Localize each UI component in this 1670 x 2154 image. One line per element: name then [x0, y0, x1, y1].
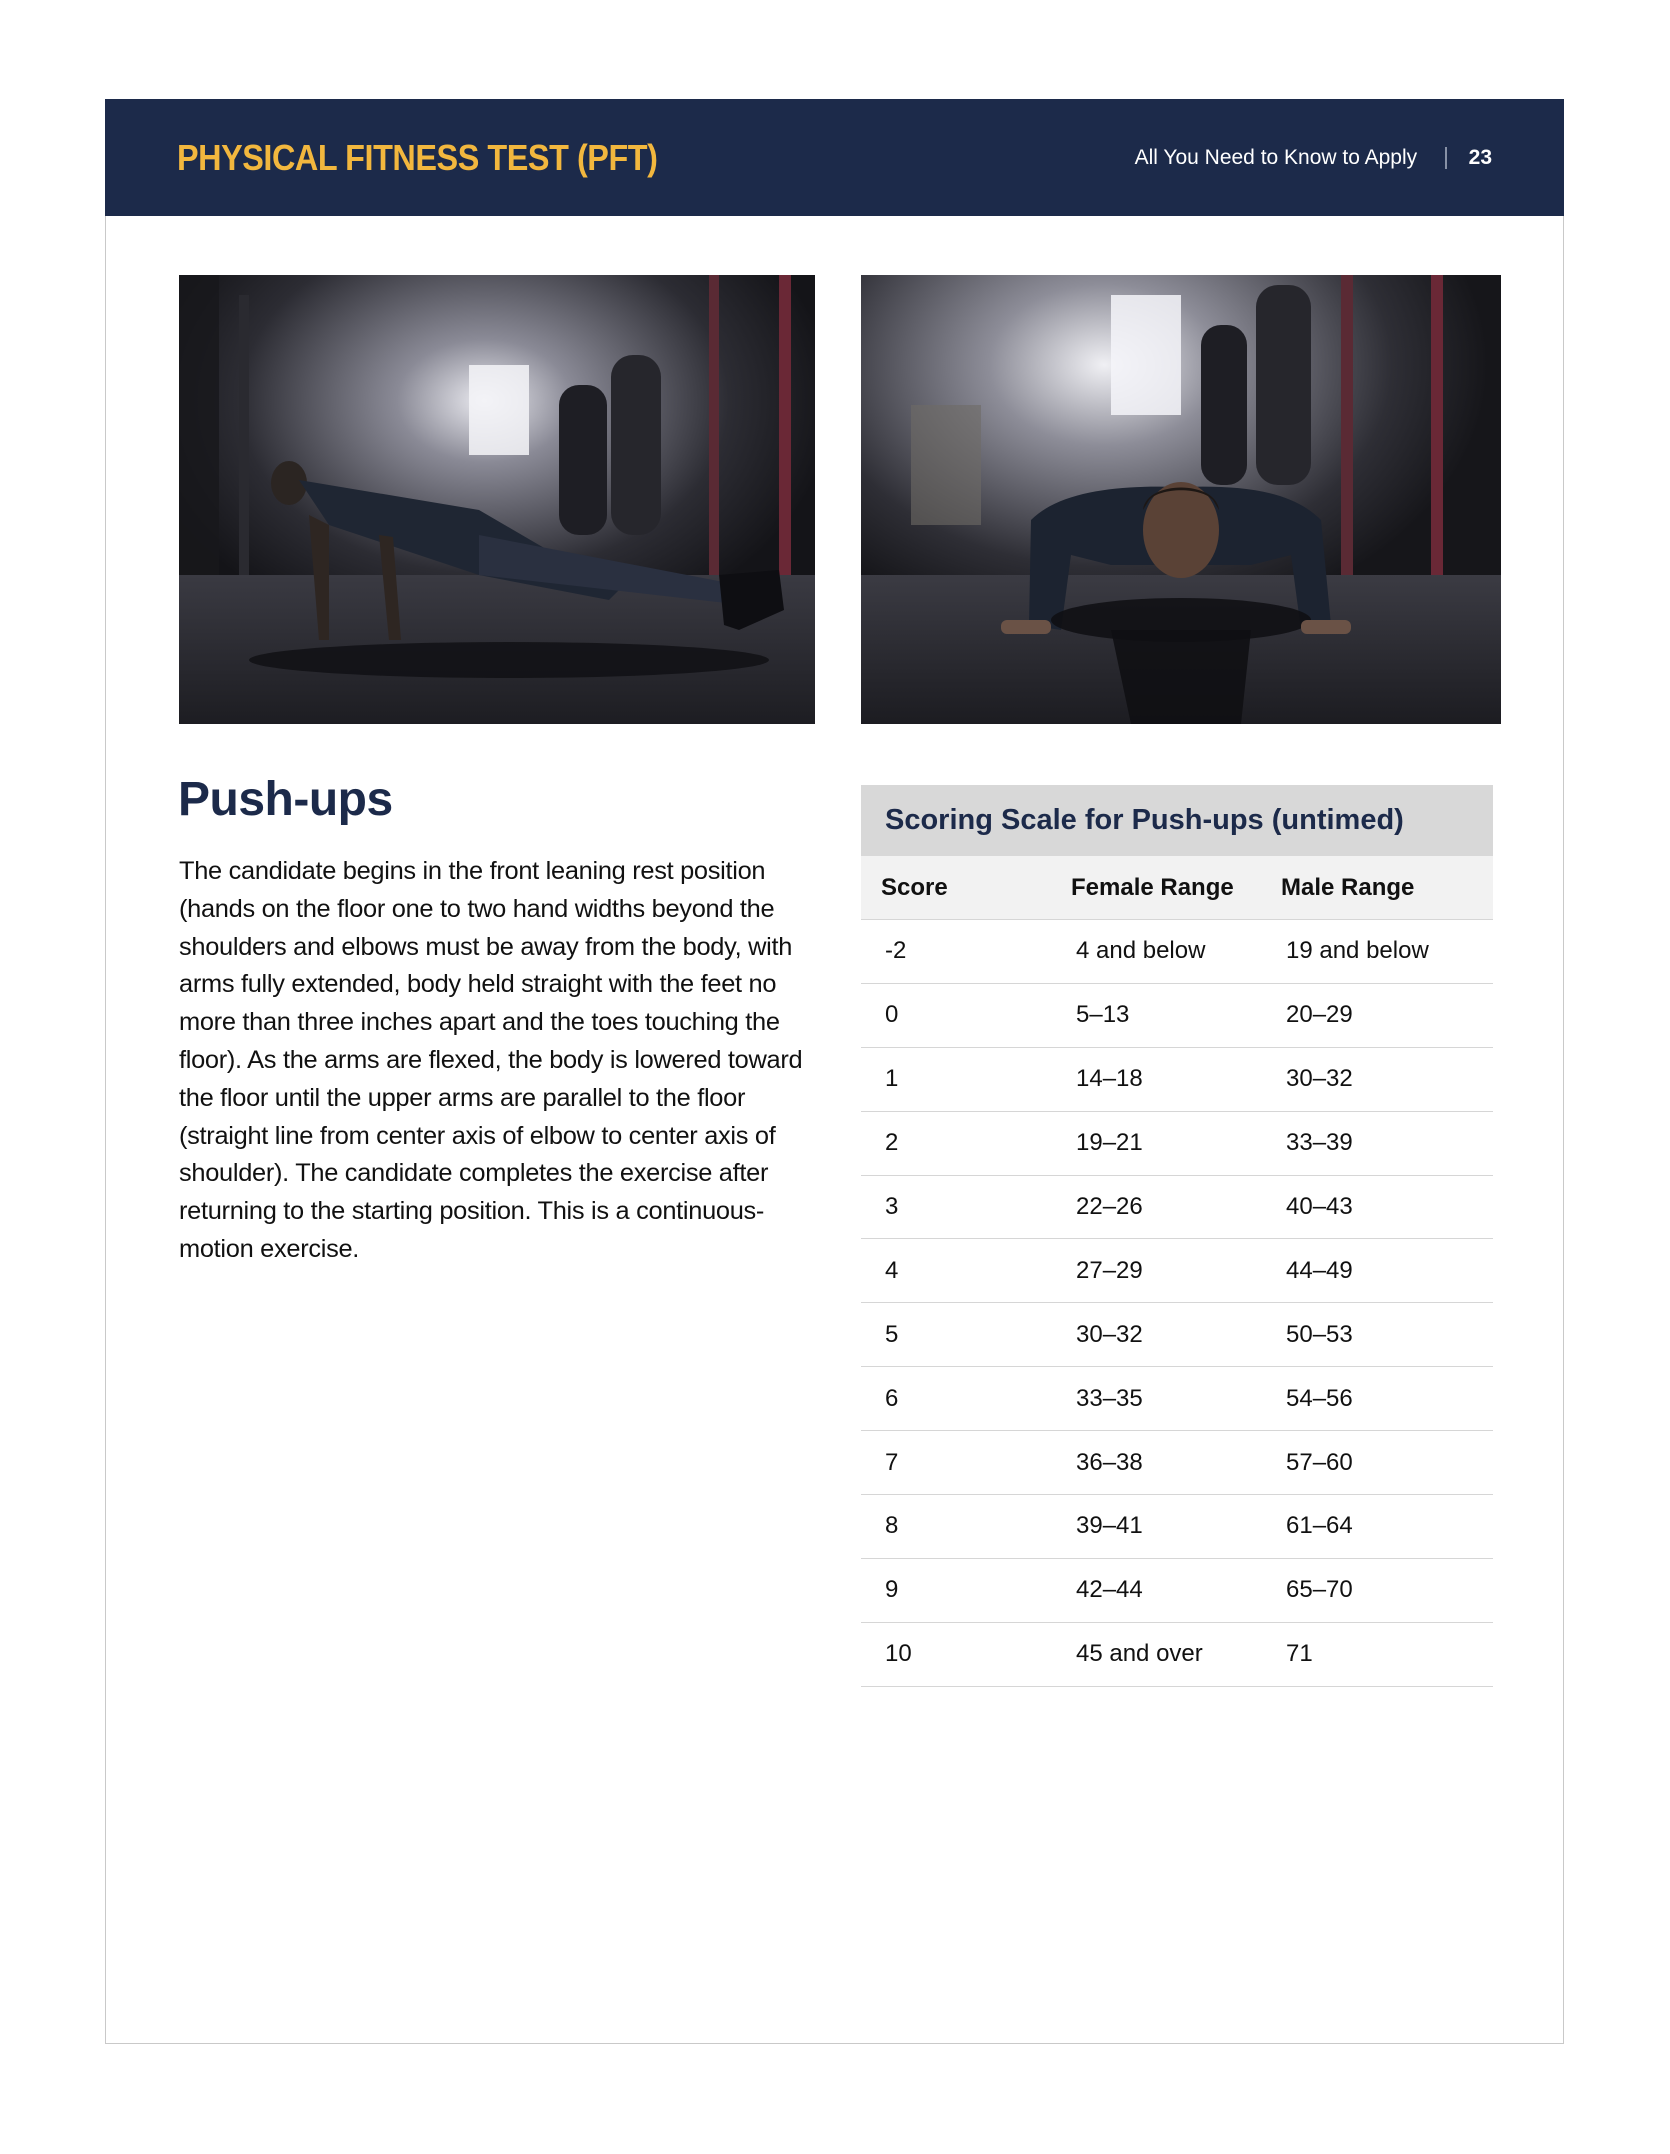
column-header-score: Score	[881, 873, 948, 901]
cell-male: 19 and below	[1286, 937, 1429, 965]
page-number: 23	[1468, 145, 1492, 169]
header-subtitle: All You Need to Know to Apply	[1134, 145, 1418, 169]
cell-female: 5–13	[1076, 1001, 1130, 1029]
cell-score: 10	[885, 1640, 912, 1668]
cell-score: 8	[885, 1512, 899, 1540]
table-row	[861, 1176, 1493, 1240]
cell-female: 39–41	[1076, 1512, 1143, 1540]
table-row	[861, 1431, 1493, 1495]
cell-female: 19–21	[1076, 1129, 1143, 1157]
cell-male: 20–29	[1286, 1001, 1353, 1029]
header-divider	[1445, 147, 1447, 169]
pushup-side-photo	[179, 275, 815, 724]
cell-score: 0	[885, 1001, 899, 1029]
cell-score: -2	[885, 937, 907, 965]
cell-female: 27–29	[1076, 1256, 1143, 1284]
cell-female: 36–38	[1076, 1448, 1143, 1476]
table-row	[861, 1623, 1493, 1687]
table-header-row	[861, 856, 1493, 920]
column-header-male: Male Range	[1281, 873, 1415, 901]
table-row	[861, 1559, 1493, 1623]
table-row	[861, 1112, 1493, 1176]
cell-female: 42–44	[1076, 1576, 1143, 1604]
table-row	[861, 984, 1493, 1048]
cell-male: 33–39	[1286, 1129, 1353, 1157]
table-row	[861, 1367, 1493, 1431]
section-body: The candidate begins in the front leaning rest position (hands on the floor one to two hand widths beyond the shoulders and elbows must be away from the body, with arms fully extended, body held straight with the feet no more than three inches apart and the toes touching the floor). As the arms are flexed, the body is lowered toward the floor until the upper arms are parallel to the floor (straight line from center axis of elbow to center axis of shoulder). The candidate completes the exercise after returning to the starting position. This is a continuous-motion exercise.	[179, 857, 803, 1263]
cell-male: 40–43	[1286, 1193, 1353, 1220]
table-row	[861, 1048, 1493, 1112]
cell-male: 61–64	[1286, 1512, 1353, 1540]
cell-female: 33–35	[1076, 1384, 1143, 1412]
table-row	[861, 1239, 1493, 1303]
cell-male: 54–56	[1286, 1384, 1353, 1412]
section-title: Push-ups	[178, 773, 393, 826]
header-bar	[105, 99, 1564, 216]
cell-score: 1	[885, 1065, 899, 1093]
cell-male: 57–60	[1286, 1448, 1353, 1476]
table-row	[861, 920, 1493, 984]
pushup-front-photo	[861, 275, 1501, 724]
scoring-table	[861, 785, 1493, 1687]
cell-female: 4 and below	[1076, 937, 1206, 965]
cell-male: 65–70	[1286, 1576, 1353, 1604]
cell-female: 45 and over	[1076, 1640, 1203, 1668]
cell-score: 9	[885, 1576, 899, 1604]
table-row	[861, 1303, 1493, 1367]
cell-score: 5	[885, 1320, 899, 1348]
header-right	[1135, 99, 1492, 216]
cell-score: 3	[885, 1193, 899, 1220]
cell-female: 14–18	[1076, 1065, 1143, 1093]
cell-male: 71	[1286, 1640, 1313, 1668]
cell-score: 4	[885, 1256, 899, 1284]
table-caption: Scoring Scale for Push-ups (untimed)	[861, 785, 1493, 856]
table-row	[861, 1495, 1493, 1559]
cell-male: 44–49	[1286, 1256, 1353, 1284]
cell-male: 30–32	[1286, 1065, 1353, 1093]
column-header-female: Female Range	[1071, 873, 1234, 901]
cell-female: 30–32	[1076, 1320, 1143, 1348]
cell-male: 50–53	[1286, 1320, 1353, 1348]
cell-score: 7	[885, 1448, 899, 1476]
cell-score: 6	[885, 1384, 899, 1412]
cell-score: 2	[885, 1129, 899, 1157]
header-title: PHYSICAL FITNESS TEST (PFT)	[177, 137, 658, 178]
cell-female: 22–26	[1076, 1193, 1143, 1220]
